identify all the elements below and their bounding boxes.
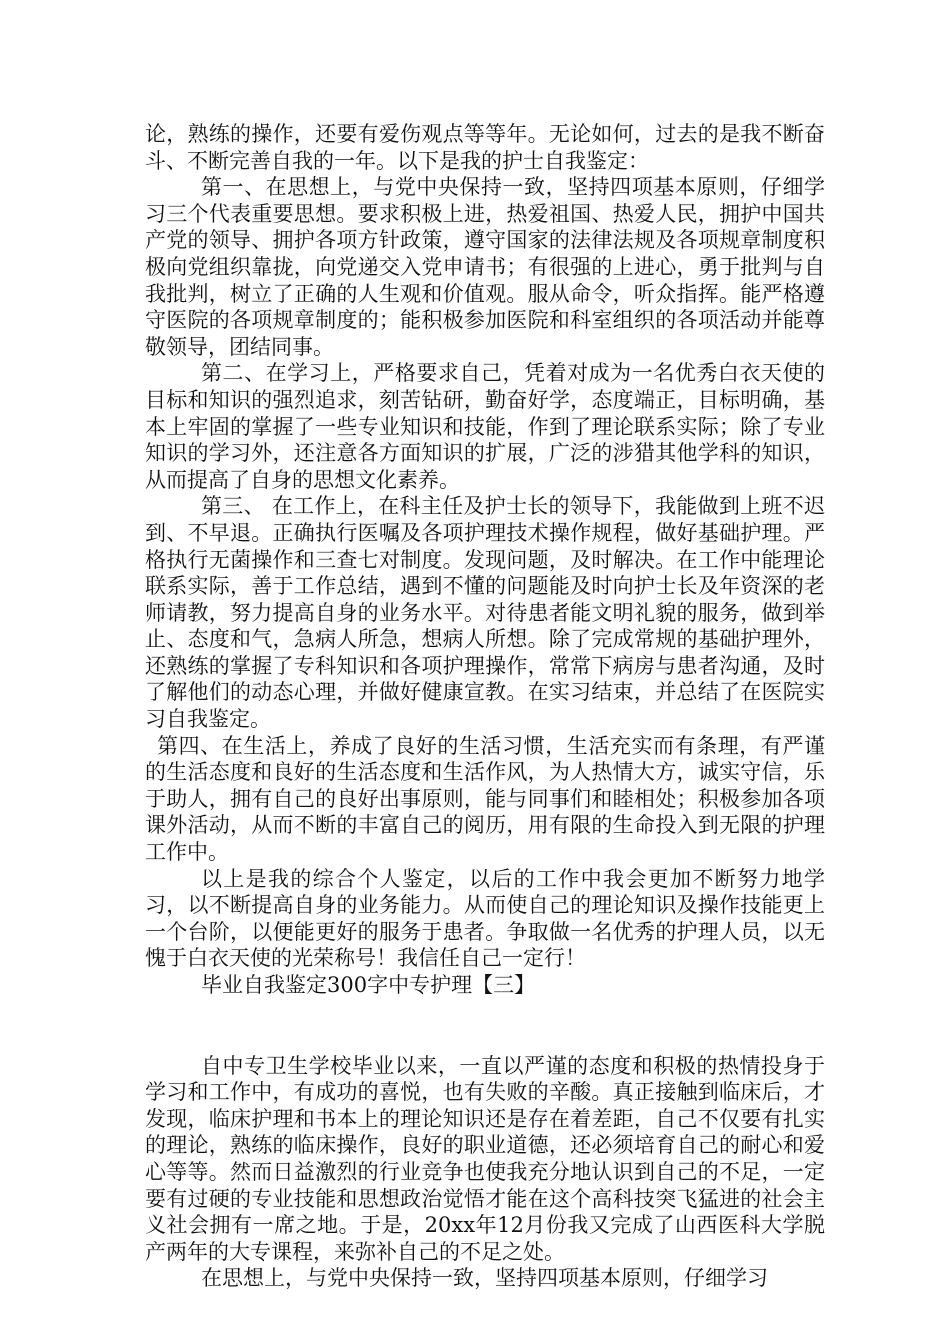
paragraph-life: 第四、在生活上，养成了良好的生活习惯，生活充实而有条理，有严谨的生活态度和良好的生活态度和生活作风，为人热情大方，诚实守信，乐于助人，拥有自己的良好出事原则，能与同事们和睦相处；积极参加各项课外活动，从而不断的丰富自己的阅历，用有限的生命投入到无限的护理工作中。	[145, 733, 825, 865]
paragraph-section-three-ideology: 在思想上，与党中央保持一致，坚持四项基本原则，仔细学习	[201, 1266, 768, 1291]
paragraph-summary: 以上是我的综合个人鉴定，以后的工作中我会更加不断努力地学习，以不断提高自身的业务能力。从而使自己的理论知识及操作技能更上一个台阶，以便能更好的服务于患者。争取做一名优秀的护理人员，以无愧于白衣天使的光荣称号！我信任自己一定行！	[145, 866, 825, 971]
document-body	[145, 121, 825, 1292]
section-heading: 毕业自我鉴定300字中专护理【三】	[201, 973, 536, 997]
paragraph-ideology: 第一、在思想上，与党中央保持一致，坚持四项基本原则，仔细学习三个代表重要思想。要求积极上进，热爱祖国、热爱人民，拥护中国共产党的领导、拥护各项方针政策，遵守国家的法律法规及各项规章制度积极向党组织靠拢，向党递交入党申请书；有很强的上进心，勇于批判与自我批判，树立了正确的人生观和价值观。服从命令，听众指挥。能严格遵守医院的各项规章制度的；能积极参加医院和科室组织的各项活动并能尊敬领导，团结同事。	[145, 175, 825, 359]
paragraph-work: 第三、 在工作上，在科主任及护士长的领导下，我能做到上班不迟到、不早退。正确执行医嘱及各项护理技术操作规程，做好基础护理。严格执行无菌操作和三查七对制度。发现问题，及时解决。在工作中能理论联系实际，善于工作总结，遇到不懂的问题能及时向护士长及年资深的老师请教，努力提高自身的业务水平。对待患者能文明礼貌的服务，做到举止、态度和气，急病人所急，想病人所想。除了完成常规的基础护理外，还熟练的掌握了专科知识和各项护理操作，常常下病房与患者沟通，及时了解他们的动态心理，并做好健康宣教。在实习结束，并总结了在医院实习自我鉴定。	[145, 494, 825, 732]
paragraph-study: 第二、在学习上，严格要求自己，凭着对成为一名优秀白衣天使的目标和知识的强烈追求，刻苦钻研，勤奋好学，态度端正，目标明确，基本上牢固的掌握了一些专业知识和技能，作到了理论联系实际；除了专业知识的学习外，还注意各方面知识的扩展，广泛的涉猎其他学科的知识，从而提高了自身的思想文化素养。	[145, 361, 825, 492]
paragraph-section-three-intro: 自中专卫生学校毕业以来，一直以严谨的态度和积极的热情投身于学习和工作中，有成功的喜悦，也有失败的辛酸。真正接触到临床后，才发现，临床护理和书本上的理论知识还是存在着差距，自己不仅要有扎实的理论，熟练的临床操作，良好的职业道德，还必须培育自己的耐心和爱心等等。然而日益激烈的行业竞争也使我充分地认识到自己的不足，一定要有过硬的专业技能和思想政治觉悟才能在这个高科技突飞猛进的社会主义社会拥有一席之地。于是，20xx年12月份我又完成了山西医科大学脱产两年的大专课程，来弥补自己的不足之处。	[145, 1053, 825, 1264]
paragraph-intro-continuation: 论，熟练的操作，还要有爱伤观点等等年。无论如何，过去的是我不断奋斗、不断完善自我的一年。以下是我的护士自我鉴定：	[145, 122, 825, 173]
